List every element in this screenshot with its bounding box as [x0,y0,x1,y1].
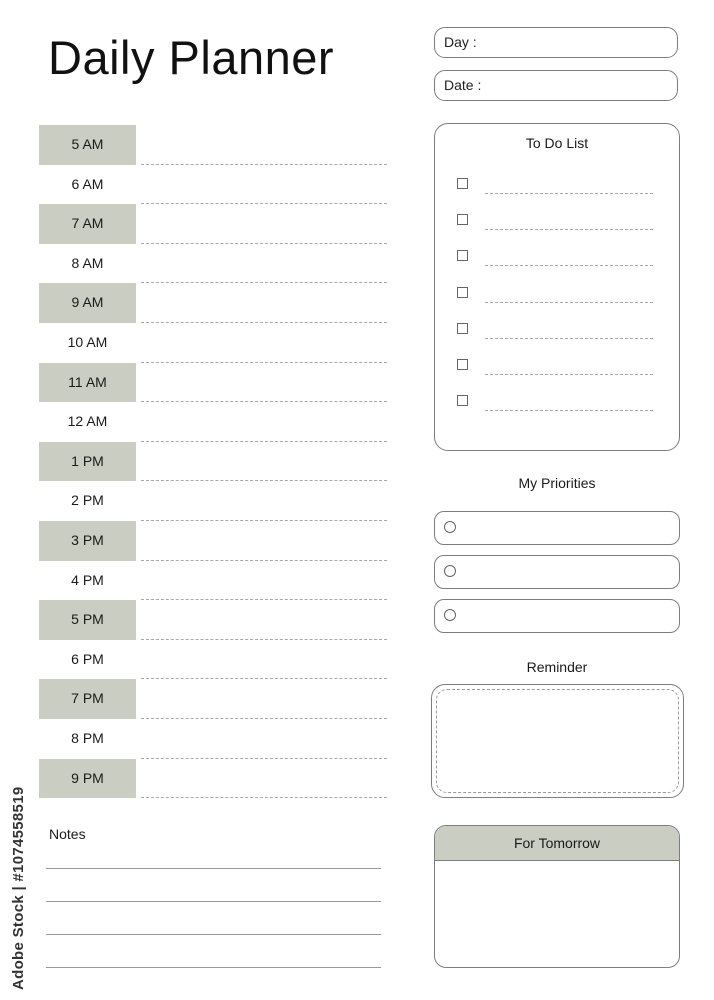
checkbox-icon[interactable] [457,323,468,334]
time-slot [39,165,387,205]
time-slot [39,402,387,442]
for-tomorrow-title: For Tomorrow [435,826,679,861]
page-title: Daily Planner [48,31,335,84]
day-field[interactable] [434,27,678,58]
time-slot [39,363,387,403]
notes-line[interactable] [46,934,381,935]
hourly-schedule [39,125,387,798]
priority-item[interactable] [434,599,680,633]
todo-line [485,302,653,303]
time-slot [39,600,387,640]
priority-item[interactable] [434,555,680,589]
time-label: 2 PM [71,492,104,509]
time-label: 9 AM [39,283,136,323]
checkbox-icon[interactable] [457,178,468,189]
todo-list-box [434,123,680,451]
radio-circle-icon[interactable] [444,521,456,533]
time-label: 5 PM [39,600,136,640]
todo-item[interactable] [457,359,653,379]
time-slot [39,204,387,244]
checkbox-icon[interactable] [457,287,468,298]
todo-line [485,338,653,339]
todo-item[interactable] [457,250,653,270]
time-slot [39,679,387,719]
notes-label: Notes [49,826,86,842]
time-slot [39,283,387,323]
stock-watermark: Adobe Stock | #1074558519 [10,786,27,990]
notes-line[interactable] [46,901,381,902]
todo-list-title: To Do List [525,135,589,151]
checkbox-icon[interactable] [457,359,468,370]
time-slot [39,719,387,759]
priorities-title: My Priorities [518,475,596,491]
time-label: 6 PM [71,650,104,667]
radio-circle-icon[interactable] [444,609,456,621]
time-label: 3 PM [39,521,136,561]
todo-line [485,229,653,230]
time-label: 12 AM [67,413,108,430]
time-slot [39,759,387,799]
time-slot [39,323,387,363]
todo-item[interactable] [457,178,653,198]
date-field[interactable] [434,70,678,101]
todo-line [485,410,653,411]
todo-line [485,265,653,266]
notes-line[interactable] [46,967,381,968]
time-label: 11 AM [39,363,136,403]
checkbox-icon[interactable] [457,250,468,261]
time-label: 6 AM [71,175,104,192]
time-label: 1 PM [39,442,136,482]
reminder-inner-border [436,689,679,793]
time-label: 7 PM [39,679,136,719]
time-slot [39,561,387,601]
todo-item[interactable] [457,287,653,307]
day-label: Day : [444,34,477,50]
todo-item[interactable] [457,323,653,343]
time-slot [39,125,387,165]
time-label: 8 AM [71,254,104,271]
time-slot [39,481,387,521]
checkbox-icon[interactable] [457,214,468,225]
time-label: 9 PM [39,759,136,799]
time-slot-line[interactable] [141,797,387,798]
reminder-box[interactable] [431,684,684,798]
reminder-title: Reminder [526,659,588,675]
time-label: 8 PM [71,729,104,746]
time-slot [39,442,387,482]
todo-line [485,193,653,194]
time-slot [39,244,387,284]
radio-circle-icon[interactable] [444,565,456,577]
time-slot [39,640,387,680]
time-label: 4 PM [71,571,104,588]
time-slot [39,521,387,561]
time-label: 10 AM [67,333,108,350]
todo-item[interactable] [457,395,653,415]
notes-line[interactable] [46,868,381,869]
todo-line [485,374,653,375]
time-label: 7 AM [39,204,136,244]
date-label: Date : [444,77,482,93]
todo-item[interactable] [457,214,653,234]
checkbox-icon[interactable] [457,395,468,406]
time-label: 5 AM [39,125,136,165]
priority-item[interactable] [434,511,680,545]
for-tomorrow-box[interactable] [434,825,680,968]
